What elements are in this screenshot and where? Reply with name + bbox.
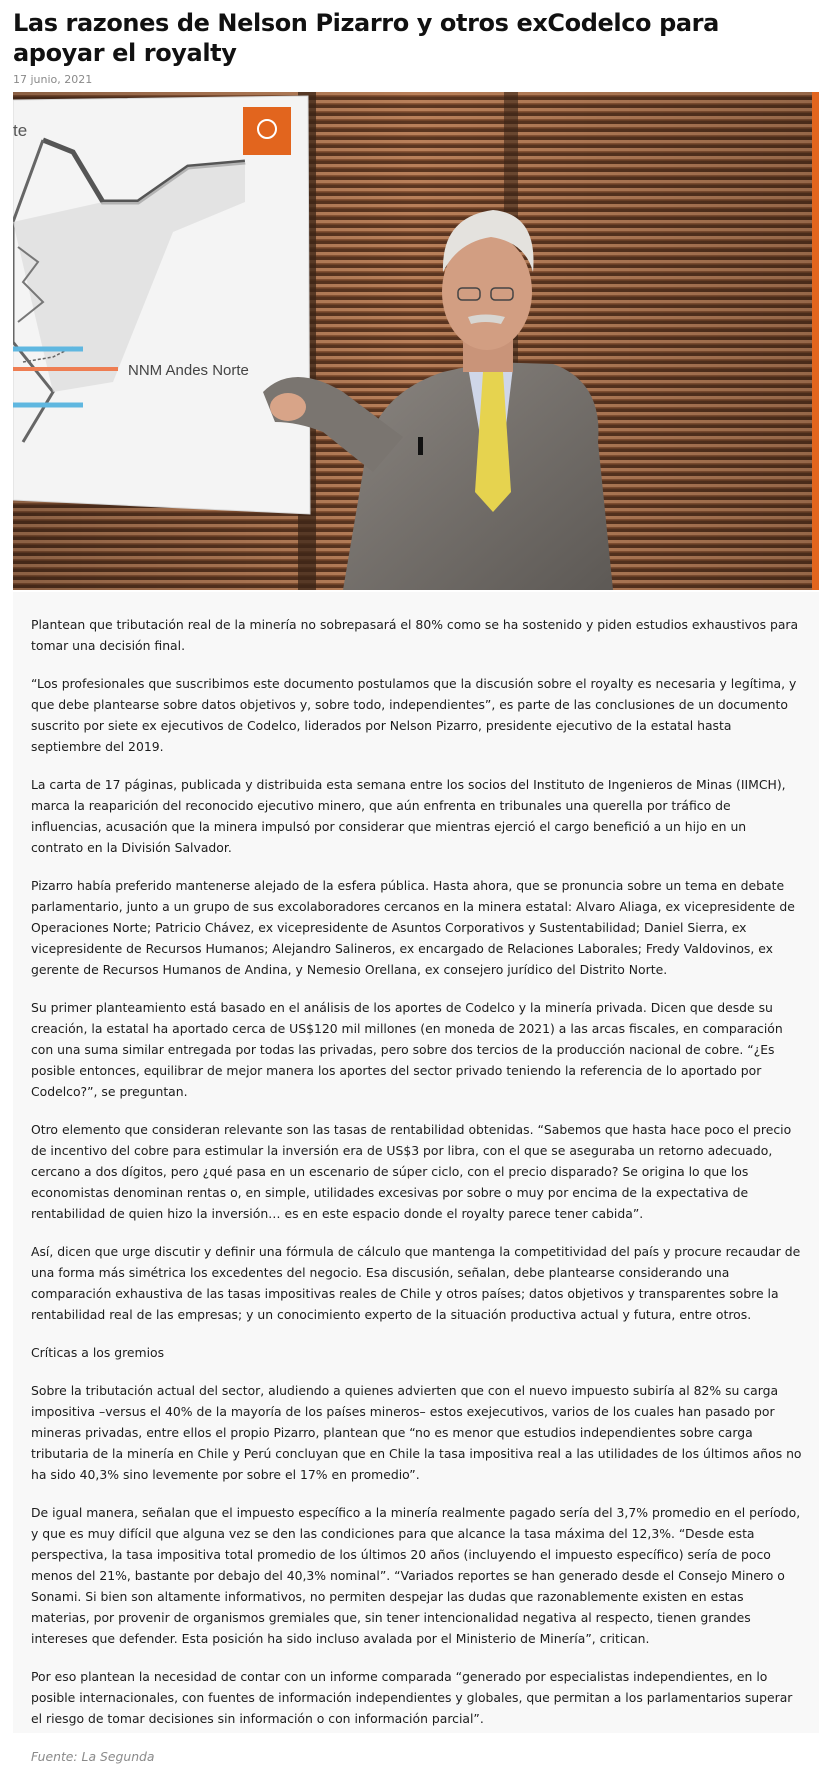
- article-paragraph: La carta de 17 páginas, publicada y distribuida esta semana entre los socios del Instituto de Ingenieros de Minas (IIMCH), marca la reaparición del reconocido ejecutivo minero, que aún enfrenta en tribunales una querella por tráfico de influencias, acusación que la minera impulsó por considerar que mientras ejerció el cargo benefició a un hijo en un contrato en la División Salvador.: [31, 777, 786, 855]
- presentation-board: [13, 96, 310, 514]
- article-paragraph: Por eso plantean la necesidad de contar con un informe comparada “generado por especialistas independientes, en lo posible internacionales, con fuentes de información independientes y globales, que permitan a los parlamentarios superar el riesgo de tomar decisiones sin información o con información parcial”.: [31, 1669, 793, 1726]
- article-paragraph: Otro elemento que consideran relevante son las tasas de rentabilidad obtenidas. “Sabemos que hasta hace poco el precio de incentivo del cobre para estimular la inversión era de US$3 por libra, con el que se aseguraba un retorno adecuado, cercano a dos dígitos, pero ¿qué pasa en un escenario de súper ciclo, con el precio disparado? Se origina lo que los economistas denominan rentas o, en simple, utilidades excesivas por sobre o muy por encima de la expectativa de rentabilidad de quien hizo la inversión… es en este espacio donde el royalty parece tener cabida”.: [31, 1122, 792, 1221]
- svg-text:te: te: [13, 121, 28, 140]
- article-title: Las razones de Nelson Pizarro y otros exCodelco para apoyar el royalty: [13, 9, 719, 67]
- article-body: [13, 592, 819, 1764]
- svg-text:NNM Andes Norte: NNM Andes Norte: [128, 362, 249, 379]
- hero-photo: [13, 92, 819, 590]
- article-paragraph: “Los profesionales que suscribimos este documento postulamos que la discusión sobre el royalty es necesaria y legítima, y que debe plantearse sobre datos objetivos y, sobre todo, independientes”, es parte de las conclusiones de un documento suscrito por siete ex ejecutivos de Codelco, liderados por Nelson Pizarro, presidente ejecutivo de la estatal hasta septiembre del 2019.: [31, 676, 797, 754]
- article-paragraph: Así, dicen que urge discutir y definir una fórmula de cálculo que mantenga la competitividad del país y procure recaudar de una forma más simétrica los excedentes del negocio. Esa discusión, señalan, debe plantearse considerando una comparación exhaustiva de las tasas impositivas reales de Chile y otros países; datos objetivos y transparentes sobre la rentabilidad real de las empresas; y un conocimiento experto de la situación productiva actual y futura, entre otros.: [31, 1244, 801, 1322]
- codelco-logo-icon: [243, 107, 291, 155]
- article-paragraph: Pizarro había preferido mantenerse alejado de la esfera pública. Hasta ahora, que se pronuncia sobre un tema en debate parlamentario, junto a un grupo de sus excolaboradores cercanos en la minera estatal: Alvaro Aliaga, ex vicepresidente de Operaciones Norte; Patricio Chávez, ex vicepresidente de Asuntos Corporativos y Sustentabilidad; Daniel Sierra, ex vicepresidente de Recursos Humanos; Alejandro Salineros, ex encargado de Relaciones Laborales; Fredy Valdovinos, ex gerente de Recursos Humanos de Andina, y Nemesio Orellana, ex consejero jurídico del Distrito Norte.: [31, 878, 795, 977]
- article-source: Fuente: La Segunda: [31, 1749, 155, 1764]
- article-hero-image: [13, 92, 819, 590]
- article-date: 17 junio, 2021: [13, 73, 93, 86]
- article-subheading: Críticas a los gremios: [31, 1345, 165, 1360]
- microphone-icon: [418, 437, 423, 455]
- article-paragraph: Su primer planteamiento está basado en el análisis de los aportes de Codelco y la minería privada. Dicen que desde su creación, la estatal ha aportado cerca de US$120 mil millones (en moneda de 2021) a las arcas fiscales, en comparación con una suma similar entregada por todas las privadas, pero sobre dos tercios de la producción nacional de cobre. “¿Es posible entonces, equilibrar de mejor manera los aportes del sector privado teniendo la referencia de lo aportado por Codelco?”, se preguntan.: [31, 1000, 783, 1099]
- article-lead: Plantean que tributación real de la minería no sobrepasará el 80% como se ha sostenido y piden estudios exhaustivos para tomar una decisión final.: [31, 617, 799, 653]
- article-paragraph: De igual manera, señalan que el impuesto específico a la minería realmente pagado sería del 3,7% promedio en el período, y que es muy difícil que alguna vez se den las condiciones para que alcance la tasa máxima del 12,3%. “Desde esta perspectiva, la tasa impositiva total promedio de los últimos 20 años (incluyendo el impuesto específico) sería de poco menos del 21%, bastante por debajo del 40,3% nominal”. “Variados reportes se han generado desde el Consejo Minero o Sonami. Si bien son altamente informativos, no permiten despejar las dudas que razonablemente existen en estas materias, por provenir de organismos gremiales que, sin tener intencionalidad negativa al respecto, tienen grandes intereses que defender. Esta posición ha sido incluso avalada por el Ministerio de Minería”, critican.: [31, 1505, 801, 1646]
- article-paragraph: Sobre la tributación actual del sector, aludiendo a quienes advierten que con el nuevo impuesto subiría al 82% su carga impositiva –versus el 40% de la mayoría de los países mineros– estos exejecutivos, varios de los cuales han pasado por mineras privadas, entre ellos el propio Pizarro, plantean que “no es menor que estudios independientes sobre carga tributaria de la minería en Chile y Perú concluyan que en Chile la tasa impositiva real a las utilidades de los últimos años no ha sido 40,3% sino levemente por sobre el 17% en promedio”.: [31, 1383, 802, 1482]
